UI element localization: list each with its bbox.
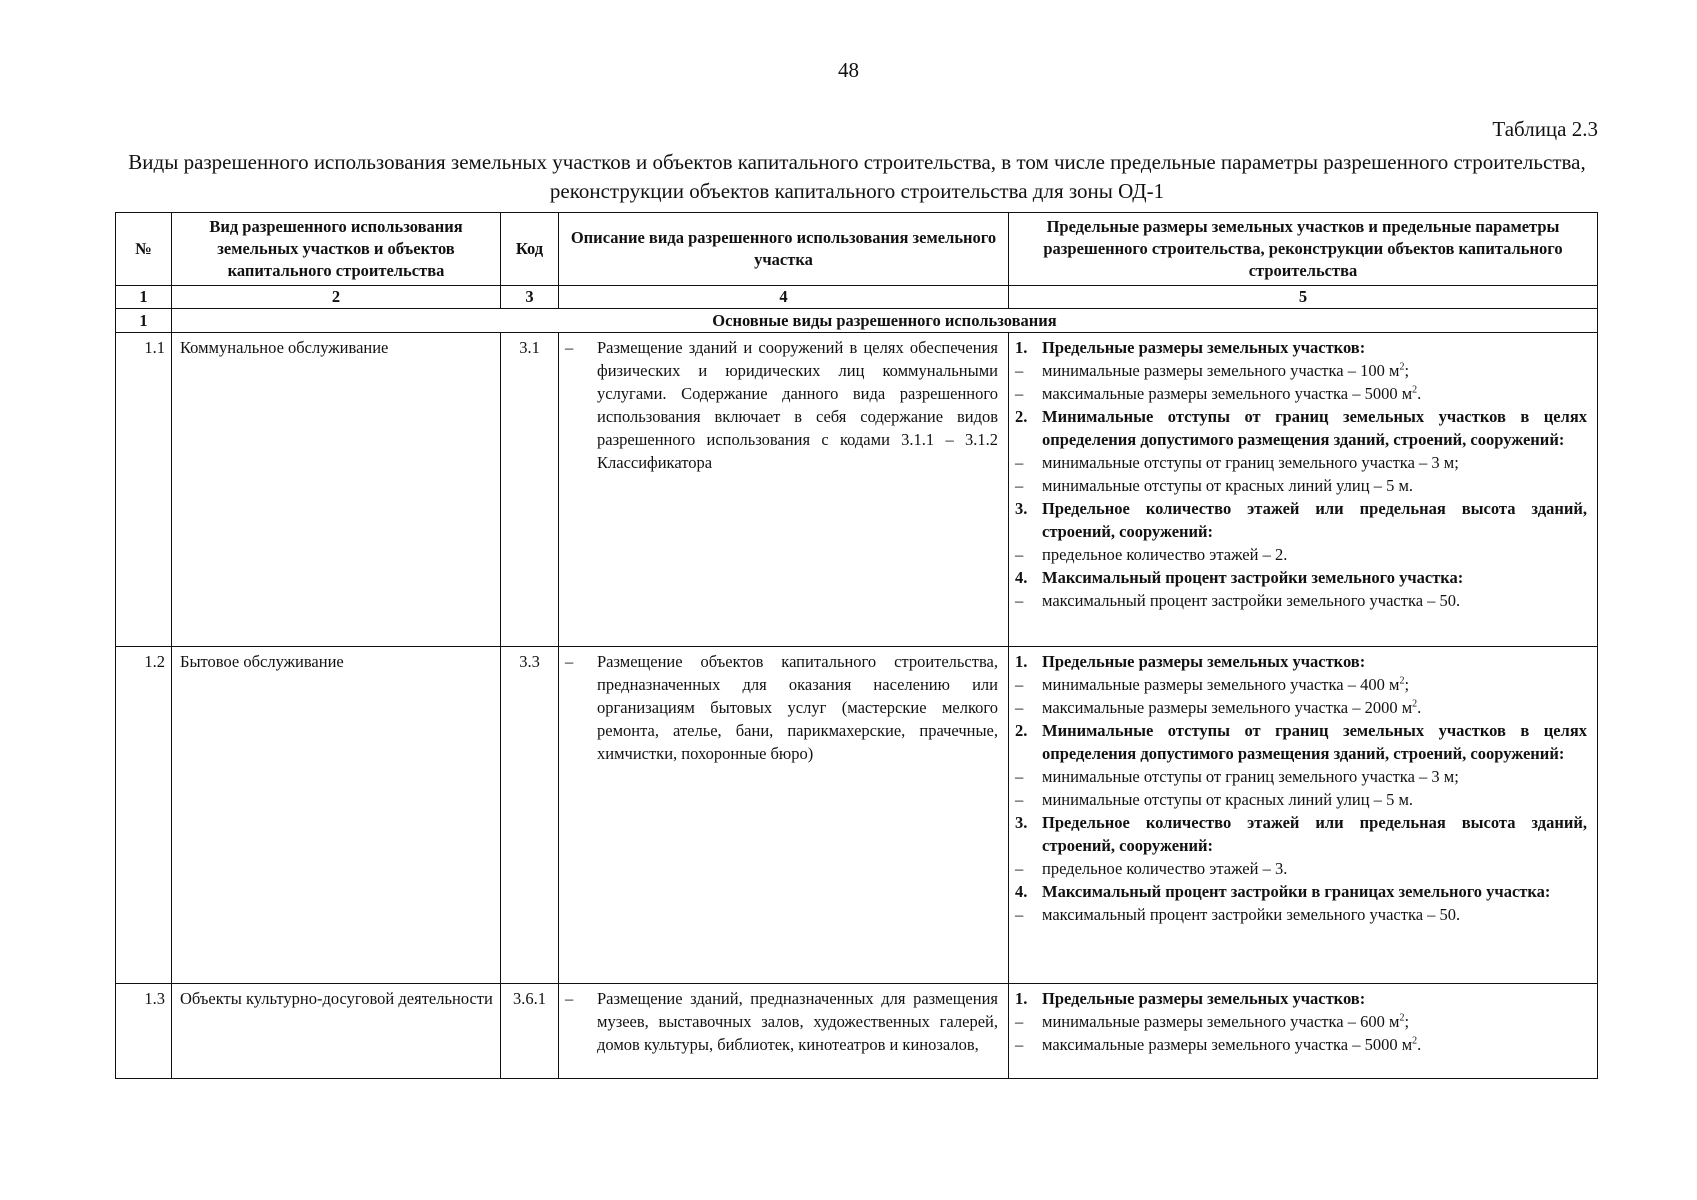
param-heading (1015, 719, 1587, 765)
header-code: Код (501, 213, 559, 286)
param-number: 3. (1015, 499, 1028, 518)
unit-superscript: 2 (1399, 361, 1405, 373)
dash: – (1015, 790, 1024, 809)
unit: м (1388, 1012, 1400, 1031)
param-item (1015, 451, 1587, 474)
max-area: максимальные размеры земельного участка – 2000 (1042, 698, 1402, 717)
row-description-cell (559, 984, 1009, 1079)
param-heading (1015, 650, 1587, 673)
row-code: 3.1 (501, 333, 559, 647)
dash: – (1015, 476, 1024, 495)
row-description-cell (559, 647, 1009, 984)
dash: – (1015, 1012, 1024, 1031)
section-number: 1 (116, 309, 172, 333)
table-row (116, 984, 1598, 1079)
min-area: минимальные размеры земельного участка – 100 (1042, 361, 1389, 380)
header-kind: Вид разрешенного использования земельных участков и объектов капитального строительства (172, 213, 501, 286)
dash: – (565, 652, 574, 671)
punct: . (1417, 384, 1422, 403)
param-item (1015, 788, 1587, 811)
dash: – (565, 989, 574, 1008)
param-item (1015, 543, 1587, 566)
unit-superscript: 2 (1412, 1035, 1418, 1047)
row-description: Размещение зданий, предназначенных для размещения музеев, выставочных залов, художественных галерей, домов культуры, библиотек, кинотеатров и кинозалов, (597, 989, 998, 1054)
param-item (1015, 857, 1587, 880)
param-heading-text: Предельные размеры земельных участков: (1042, 652, 1366, 671)
param-heading (1015, 987, 1587, 1010)
param-heading (1015, 497, 1587, 543)
param-item (1015, 589, 1587, 612)
column-number: 2 (172, 286, 501, 309)
param-heading-text: Максимальный процент застройки в границах земельного участка: (1042, 882, 1551, 901)
column-number: 3 (501, 286, 559, 309)
param-item (1015, 903, 1587, 926)
param-item (1015, 474, 1587, 497)
row-kind: Бытовое обслуживание (172, 647, 501, 984)
param-item (1015, 382, 1587, 405)
dash: – (1015, 767, 1024, 786)
column-number: 4 (559, 286, 1009, 309)
row-number: 1.3 (116, 984, 172, 1079)
page-number: 48 (838, 58, 859, 82)
table-label: Таблица 2.3 (1492, 117, 1598, 141)
max-area: максимальные размеры земельного участка – 5000 (1042, 1035, 1402, 1054)
dash: – (1015, 591, 1024, 610)
indent-boundary: минимальные отступы от границ земельного участка – 3 м; (1042, 453, 1459, 472)
unit: м (1401, 698, 1413, 717)
unit-superscript: 2 (1412, 384, 1418, 396)
coverage: максимальный процент застройки земельного участка – 50. (1042, 905, 1461, 924)
param-heading (1015, 880, 1587, 903)
param-number: 1. (1015, 338, 1028, 357)
param-heading-text: Максимальный процент застройки земельного участка: (1042, 568, 1464, 587)
floors: предельное количество этажей – 3. (1042, 859, 1288, 878)
param-heading-text: Предельное количество этажей или предельная высота зданий, строений, сооружений: (1042, 813, 1587, 855)
header-number: № (116, 213, 172, 286)
table-header-row (116, 213, 1598, 286)
unit: м (1401, 384, 1413, 403)
unit: м (1401, 1035, 1413, 1054)
dash: – (1015, 675, 1024, 694)
dash: – (1015, 361, 1024, 380)
param-item (1015, 359, 1587, 382)
column-number: 5 (1009, 286, 1598, 309)
param-number: 2. (1015, 721, 1028, 740)
param-heading (1015, 566, 1587, 589)
param-number: 4. (1015, 882, 1028, 901)
param-heading (1015, 336, 1587, 359)
column-numbers-row (116, 286, 1598, 309)
row-code: 3.3 (501, 647, 559, 984)
header-params: Предельные размеры земельных участков и предельные параметры разрешенного строительства, реконструкции объектов капитального строительства (1009, 213, 1598, 286)
indent-boundary: минимальные отступы от границ земельного участка – 3 м; (1042, 767, 1459, 786)
param-number: 3. (1015, 813, 1028, 832)
punct: . (1417, 1035, 1422, 1054)
row-params-cell (1009, 647, 1598, 984)
max-area: максимальные размеры земельного участка – 5000 (1042, 384, 1402, 403)
row-params-cell (1009, 984, 1598, 1079)
punct: ; (1404, 361, 1410, 380)
table-row (116, 647, 1598, 984)
floors: предельное количество этажей – 2. (1042, 545, 1288, 564)
unit: м (1388, 675, 1400, 694)
dash: – (1015, 545, 1024, 564)
row-number: 1.1 (116, 333, 172, 647)
param-item (1015, 673, 1587, 696)
param-heading-text: Предельные размеры земельных участков: (1042, 338, 1366, 357)
row-kind: Коммунальное обслуживание (172, 333, 501, 647)
unit: м (1388, 361, 1400, 380)
param-heading-text: Предельное количество этажей или предельная высота зданий, строений, сооружений: (1042, 499, 1587, 541)
column-number: 1 (116, 286, 172, 309)
section-title: Основные виды разрешенного использования (172, 309, 1598, 333)
dash: – (1015, 698, 1024, 717)
indent-red-lines: минимальные отступы от красных линий улиц – 5 м. (1042, 790, 1414, 809)
min-area: минимальные размеры земельного участка – 600 (1042, 1012, 1389, 1031)
dash: – (565, 338, 574, 357)
header-description: Описание вида разрешенного использования земельного участка (559, 213, 1009, 286)
param-number: 1. (1015, 652, 1028, 671)
coverage: максимальный процент застройки земельного участка – 50. (1042, 591, 1461, 610)
table-row (116, 333, 1598, 647)
punct: . (1417, 698, 1422, 717)
punct: ; (1404, 1012, 1410, 1031)
param-heading (1015, 811, 1587, 857)
row-description-cell (559, 333, 1009, 647)
param-number: 1. (1015, 989, 1028, 1008)
land-use-table (115, 212, 1598, 1079)
param-item (1015, 1010, 1587, 1033)
param-item (1015, 765, 1587, 788)
param-item (1015, 1033, 1587, 1056)
dash: – (1015, 1035, 1024, 1054)
dash: – (1015, 453, 1024, 472)
param-number: 4. (1015, 568, 1028, 587)
param-number: 2. (1015, 407, 1028, 426)
document-title: Виды разрешенного использования земельных участков и объектов капитального строительства, в том числе предельные параметры разрешенного строительства, реконструкции объектов капитального строительства для зоны ОД-1 (128, 150, 1586, 203)
row-params-cell (1009, 333, 1598, 647)
row-description: Размещение объектов капитального строительства, предназначенных для оказания населению или организациям бытовых услуг (мастерские мелкого ремонта, ателье, бани, парикмахерские, прачечные, химчистки, похоронные бюро) (597, 652, 998, 763)
section-row (116, 309, 1598, 333)
indent-red-lines: минимальные отступы от красных линий улиц – 5 м. (1042, 476, 1414, 495)
param-heading-text: Минимальные отступы от границ земельных участков в целях определения допустимого размещения зданий, строений, сооружений: (1042, 721, 1587, 763)
row-code: 3.6.1 (501, 984, 559, 1079)
param-item (1015, 696, 1587, 719)
dash: – (1015, 384, 1024, 403)
unit-superscript: 2 (1399, 675, 1405, 687)
row-number: 1.2 (116, 647, 172, 984)
param-heading (1015, 405, 1587, 451)
punct: ; (1404, 675, 1410, 694)
dash: – (1015, 859, 1024, 878)
dash: – (1015, 905, 1024, 924)
row-description: Размещение зданий и сооружений в целях обеспечения физических и юридических лиц коммунальными услугами. Содержание данного вида разрешенного использования включает в себя содержание видов разрешенного использования с кодами 3.1.1 – 3.1.2 Классификатора (597, 338, 998, 472)
unit-superscript: 2 (1399, 1012, 1405, 1024)
param-heading-text: Предельные размеры земельных участков: (1042, 989, 1366, 1008)
param-heading-text: Минимальные отступы от границ земельных участков в целях определения допустимого размещения зданий, строений, сооружений: (1042, 407, 1587, 449)
row-kind: Объекты культурно-досуговой деятельности (172, 984, 501, 1079)
unit-superscript: 2 (1412, 698, 1418, 710)
min-area: минимальные размеры земельного участка – 400 (1042, 675, 1389, 694)
